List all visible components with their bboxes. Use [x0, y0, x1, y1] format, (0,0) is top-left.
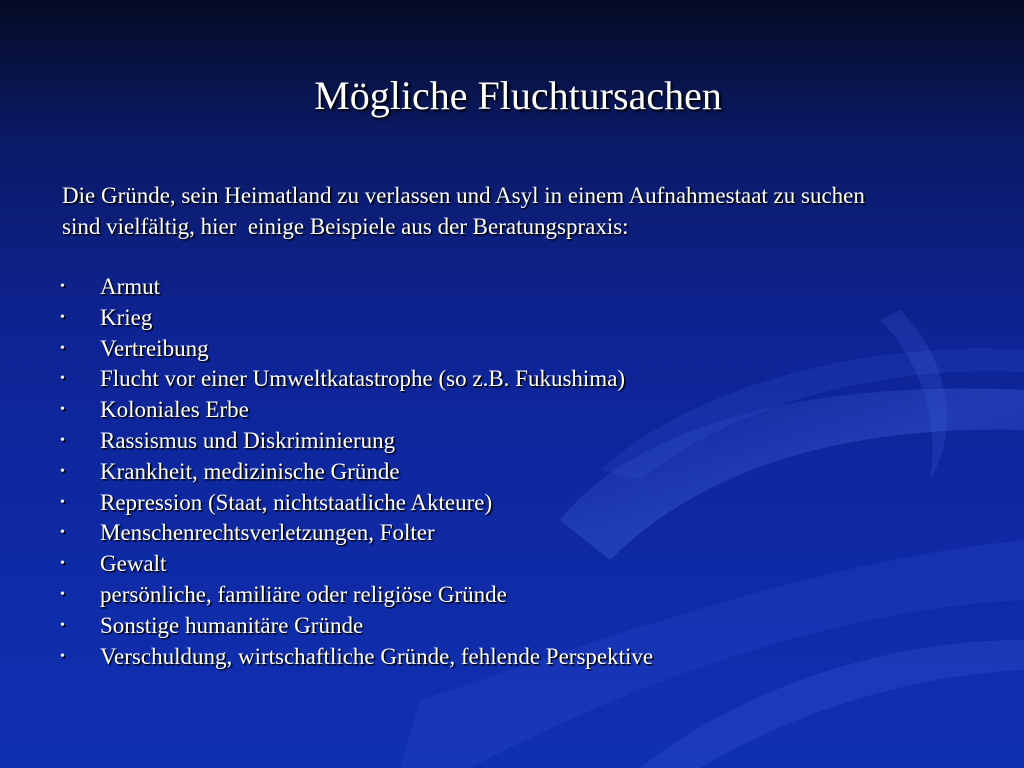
intro-line: Die Gründe, sein Heimatland zu verlassen und Asyl in einem Aufnahmestaat zu suchen [62, 183, 865, 208]
list-item-label: Repression (Staat, nichtstaatliche Akteure) [100, 489, 493, 515]
list-item-label: Gewalt [100, 551, 167, 577]
bullet-icon: • [60, 556, 65, 572]
bullet-icon: • [60, 402, 65, 418]
bullet-icon: • [60, 340, 65, 356]
list-item-label: persönliche, familiäre oder religiöse Gründe [100, 581, 507, 607]
bullet-icon: • [60, 617, 65, 633]
list-item-label: Sonstige humanitäre Gründe [100, 612, 364, 638]
bullet-icon: • [60, 648, 65, 664]
bullet-icon: • [60, 371, 65, 387]
list-item-label: Koloniales Erbe [100, 397, 249, 423]
list-item-label: Flucht vor einer Umweltkatastrophe (so z.B. Fukushima) [100, 366, 626, 392]
bullet-icon: • [60, 463, 65, 479]
list-item-label: Menschenrechtsverletzungen, Folter [100, 520, 435, 546]
bullet-icon: • [60, 586, 65, 602]
list-item-label: Rassismus und Diskriminierung [100, 427, 396, 453]
list-item-label: Armut [100, 274, 161, 299]
intro-paragraph [62, 180, 962, 242]
intro-line: sind vielfältig, hier einige Beispiele aus der Beratungspraxis: [62, 214, 629, 239]
bullet-icon: • [60, 279, 65, 294]
list-item-label: Krieg [100, 304, 153, 330]
bullet-icon: • [60, 494, 65, 510]
list-item-label: Verschuldung, wirtschaftliche Gründe, fehlende Perspektive [100, 643, 654, 669]
list-item-label: Krankheit, medizinische Gründe [100, 458, 400, 484]
bullet-icon: • [60, 525, 65, 541]
slide-title: Mögliche Fluchtursachen [314, 73, 722, 118]
bullet-icon: • [60, 432, 65, 448]
list-item-label: Vertreibung [100, 335, 209, 361]
bullet-icon: • [60, 309, 65, 325]
